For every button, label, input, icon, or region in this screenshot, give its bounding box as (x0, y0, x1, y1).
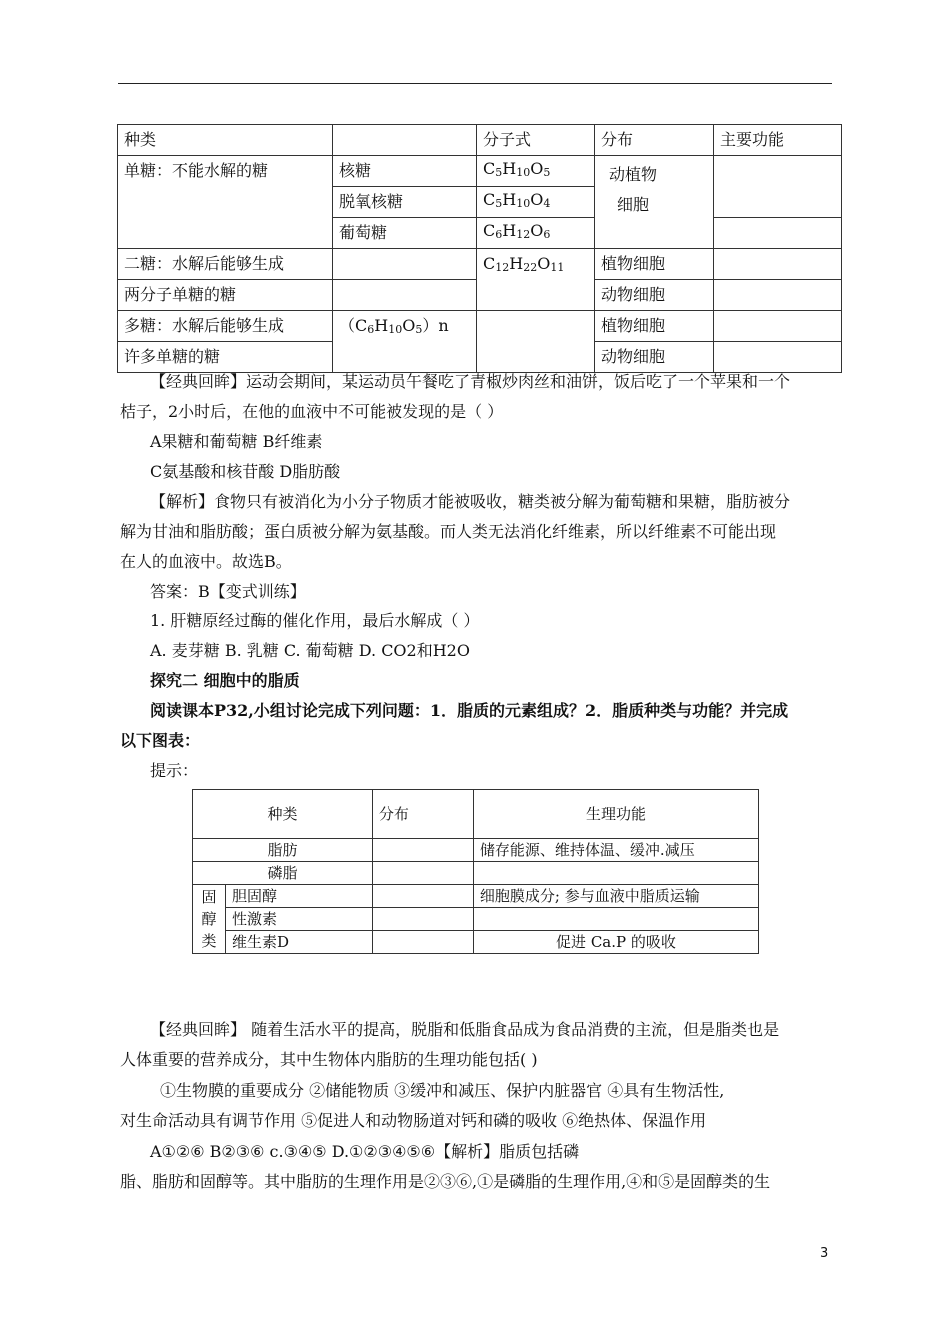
poly-formula-blank[interactable] (477, 311, 595, 373)
mono-item: 核糖 (333, 156, 477, 187)
sterol-char: 类 (201, 932, 217, 950)
th-function: 生理功能 (473, 790, 758, 839)
poly-dist-1: 植物细胞 (595, 311, 714, 342)
th-kind: 种类 (118, 125, 333, 156)
lipid-dist[interactable] (372, 885, 473, 908)
th-blank (333, 125, 477, 156)
sterol-group (193, 885, 226, 954)
mono-dist-line2: 细胞 (617, 195, 650, 214)
a1-line2: 解为甘油和脂肪酸；蛋白质被分解为氨基酸。而人类无法消化纤维素，所以纤维素不可能出现 (120, 522, 777, 541)
mono-dist-line1: 动植物 (609, 165, 658, 184)
di-category-1: 二糖：水解后能够生成 (118, 249, 333, 280)
read-line2: 以下图表： (120, 731, 201, 750)
lipid-func[interactable] (473, 862, 758, 885)
lipid-dist[interactable] (372, 862, 473, 885)
lipid-func: 细胞膜成分; 参与血液中脂质运输 (473, 885, 758, 908)
mono-formula: C5H10O4 (477, 187, 595, 218)
th-function: 主要功能 (714, 125, 842, 156)
q2-line4: 对生命活动具有调节作用 ⑤促进人和动物肠道对钙和磷的吸收 ⑥绝热体、保温作用 (120, 1111, 707, 1130)
lipid-func: 促进 Ca.P 的吸收 (473, 931, 758, 954)
header-rule (118, 83, 832, 84)
mono-formula: C5H10O5 (477, 156, 595, 187)
q2-line6: 脂、脂肪和固醇等。其中脂肪的生理作用是②③⑥,①是磷脂的生理作用,④和⑤是固醇类的生 (120, 1172, 771, 1191)
sugar-table (117, 124, 842, 373)
lipid-func[interactable] (473, 908, 758, 931)
section-title: 探究二 细胞中的脂质 (150, 671, 300, 690)
lipid-func: 储存能源、维持体温、缓冲.减压 (473, 839, 758, 862)
poly-dist-2: 动物细胞 (595, 342, 714, 373)
mono-item: 脱氧核糖 (333, 187, 477, 218)
di-func-2[interactable] (714, 280, 842, 311)
lipid-name: 脂肪 (193, 839, 373, 862)
q1-line1: 【经典回眸】运动会期间，某运动员午餐吃了青椒炒肉丝和油饼，饭后吃了一个苹果和一个 (150, 372, 791, 391)
mono-func[interactable] (714, 218, 842, 249)
mono-func[interactable] (714, 156, 842, 218)
th-kind: 种类 (193, 790, 373, 839)
lipid-dist[interactable] (372, 839, 473, 862)
lipid-name: 磷脂 (193, 862, 373, 885)
lipid-dist[interactable] (372, 931, 473, 954)
lipid-name: 性激素 (226, 908, 373, 931)
exercise-1: 1. 肝糖原经过酶的催化作用，最后水解成（ ） (150, 611, 480, 630)
hint-label: 提示： (150, 761, 199, 780)
di-formula: C12H22O11 (477, 249, 595, 311)
di-item[interactable] (333, 249, 477, 280)
lipid-name: 维生素D (226, 931, 373, 954)
th-dist: 分布 (372, 790, 473, 839)
poly-category-2: 许多单糖的糖 (118, 342, 333, 373)
mono-category: 单糖：不能水解的糖 (118, 156, 333, 249)
lipid-table (192, 789, 759, 954)
poly-category-1: 多糖：水解后能够生成 (118, 311, 333, 342)
di-func-1[interactable] (714, 249, 842, 280)
th-formula: 分子式 (477, 125, 595, 156)
mono-dist (595, 156, 714, 249)
q2-line1: 【经典回眸】 随着生活水平的提高，脱脂和低脂食品成为食品消费的主流，但是脂类也是 (150, 1020, 780, 1039)
lipid-dist[interactable] (372, 908, 473, 931)
exercise-1-options: A. 麦芽糖 B. 乳糖 C. 葡萄糖 D. CO2和H2O (150, 641, 470, 660)
di-dist-1: 植物细胞 (595, 249, 714, 280)
poly-func-1[interactable] (714, 311, 842, 342)
di-item-2[interactable] (333, 280, 477, 311)
lipid-name: 胆固醇 (226, 885, 373, 908)
answer-line: 答案：B【变式训练】 (150, 582, 306, 601)
a1-line3: 在人的血液中。故选B。 (120, 552, 292, 571)
q1-option-ab: A果糖和葡萄糖 B纤维素 (150, 432, 323, 451)
mono-formula: C6H12O6 (477, 218, 595, 249)
q1-option-cd: C氨基酸和核苷酸 D脂肪酸 (150, 462, 341, 481)
di-dist-2: 动物细胞 (595, 280, 714, 311)
poly-formula: （C6H10O5）n (333, 311, 477, 373)
a1-line1: 【解析】食物只有被消化为小分子物质才能被吸收，糖类被分解为葡萄糖和果糖，脂肪被分 (150, 492, 791, 511)
page-number: 3 (820, 1246, 829, 1261)
read-line1: 阅读课本P32,小组讨论完成下列问题：1．脂质的元素组成？2．脂质种类与功能？并完成 (150, 701, 789, 720)
q2-line2: 人体重要的营养成分，其中生物体内脂肪的生理功能包括( ) (120, 1050, 538, 1069)
sterol-char: 醇 (201, 910, 217, 928)
q2-line3: ①生物膜的重要成分 ②储能物质 ③缓冲和减压、保护内脏器官 ④具有生物活性, (160, 1081, 725, 1100)
th-dist: 分布 (595, 125, 714, 156)
q1-line2: 桔子，2小时后，在他的血液中不可能被发现的是（ ） (120, 402, 504, 421)
di-category-2: 两分子单糖的糖 (118, 280, 333, 311)
mono-item: 葡萄糖 (333, 218, 477, 249)
q2-line5: A①②⑥ B②③⑥ c.③④⑤ D.①②③④⑤⑥【解析】脂质包括磷 (150, 1142, 580, 1161)
sterol-char: 固 (201, 888, 217, 906)
